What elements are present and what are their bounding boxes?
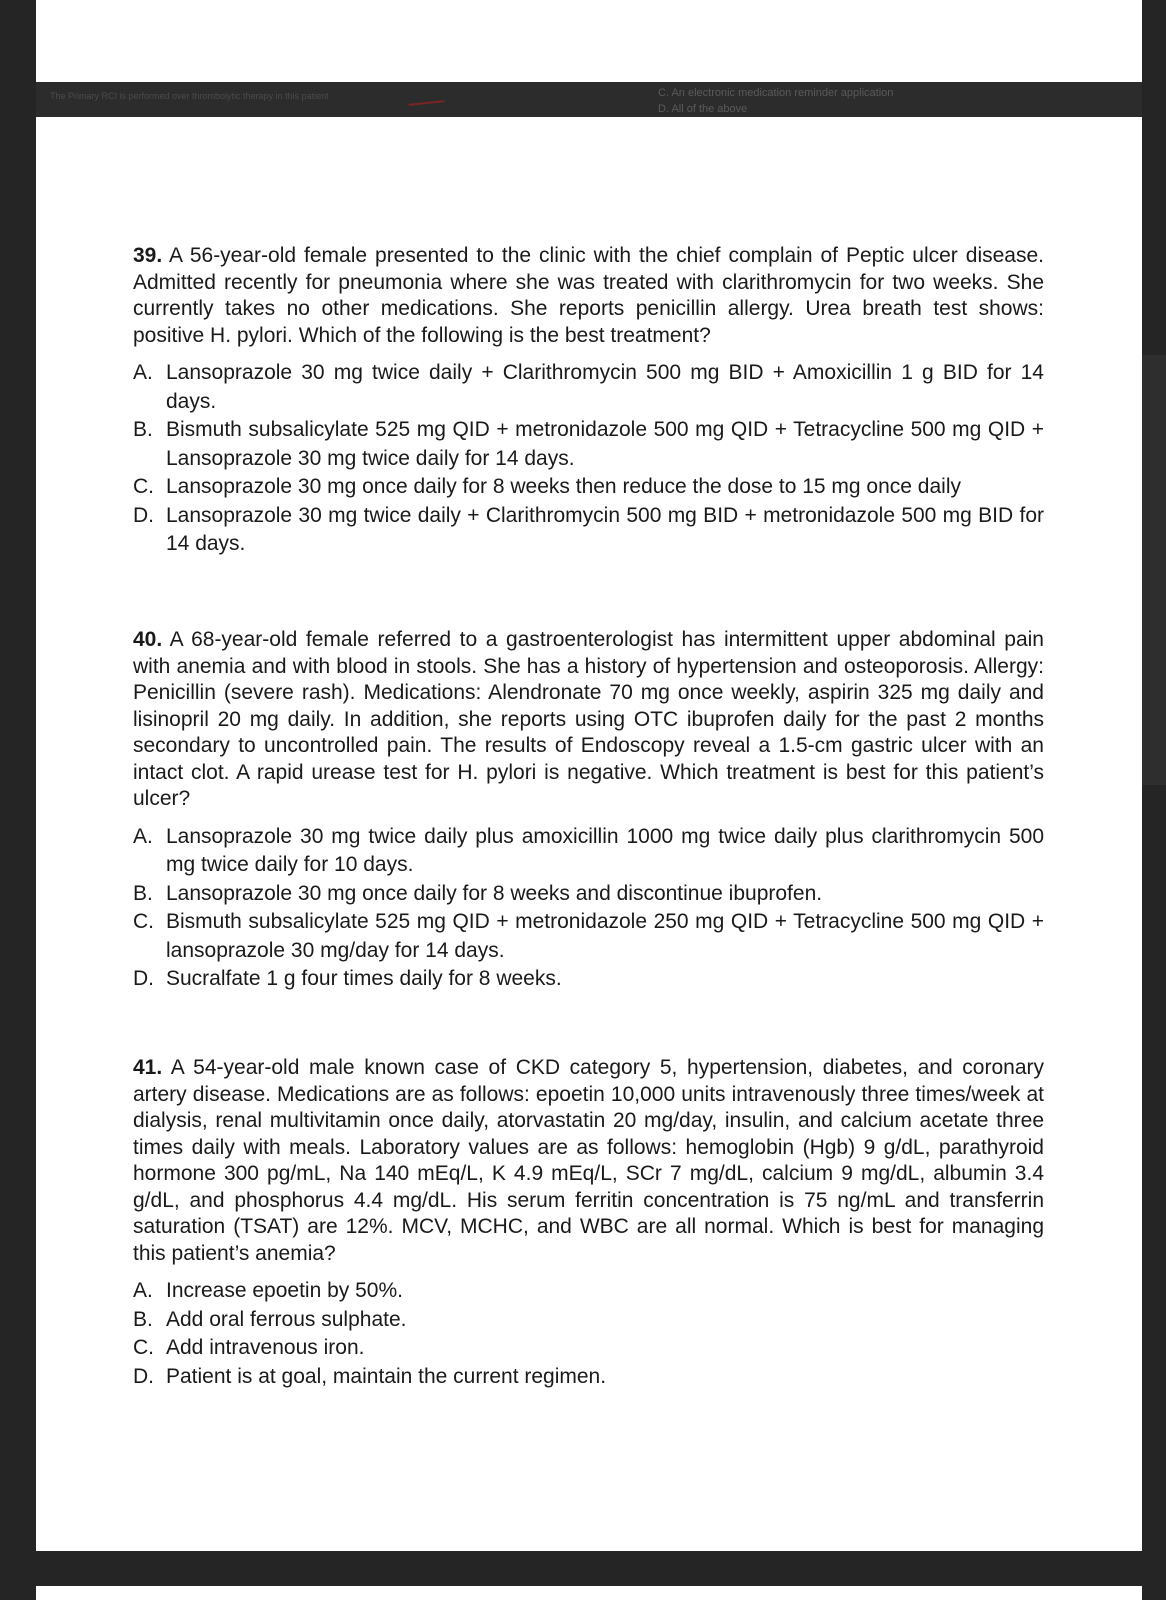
option-text: Lansoprazole 30 mg once daily for 8 weeks then reduce the dose to 15 mg once daily	[166, 475, 961, 498]
option-letter: B.	[133, 1307, 153, 1331]
option-text: Lansoprazole 30 mg once daily for 8 weeks and discontinue ibuprofen.	[166, 881, 823, 905]
answer-option-b[interactable]	[133, 416, 1044, 473]
answer-option-a[interactable]	[133, 359, 1044, 416]
question-text: A 54-year-old male known case of CKD category 5, hypertension, diabetes, and coronary artery disease. Medications are as follows: epoetin 10,000 units intravenously three times/week at dialysis, renal multivitamin once daily, atorvastatin 20 mg/day, insulin, and calcium acetate three times daily with meals. Laboratory values are as follows: hemoglobin (Hgb) 9 g/dL, parathyroid hormone 300 pg/mL, Na 140 mEq/L, K 4.9 mEq/L, SCr 7 mg/dL, calcium 9 mg/dL, albumin 3.4 g/dL, and phosphorus 4.4 mg/dL. His serum ferritin concentration is 75 ng/mL and transferrin saturation (TSAT) are 12%. MCV, MCHC, and WBC are all normal. Which is best for managing this patient’s anemia?	[133, 1056, 1044, 1265]
question-stem	[133, 627, 1044, 813]
option-text: Add intravenous iron.	[166, 1336, 365, 1359]
option-letter: D.	[133, 503, 154, 527]
question-text: A 68-year-old female referred to a gastroenterologist has intermittent upper abdominal pain with anemia and with blood in stools. She has a history of hypertension and osteoporosis. Allergy: Penicillin (severe rash). Medications: Alendronate 70 mg once weekly, aspirin 325 mg daily and lisinopril 20 mg daily. In addition, she reports using OTC ibuprofen daily for the past 2 months secondary to uncontrolled pain. The results of Endoscopy reveal a 1.5-cm gastric ulcer with an intact clot. A rapid urease test for H. pylori is negative. Which treatment is best for this patient’s ulcer?	[133, 628, 1044, 810]
option-text: Lansoprazole 30 mg twice daily + Clarithromycin 500 mg BID + Amoxicillin 1 g BID for 14 days.	[166, 361, 1044, 413]
answer-option-b[interactable]	[133, 880, 1044, 909]
question-number: 40.	[133, 628, 163, 651]
background-fragment-option-c: C. An electronic medication reminder application	[658, 87, 894, 99]
question-39	[133, 243, 1044, 559]
option-letter: B.	[133, 418, 153, 441]
document-page	[36, 117, 1142, 1551]
answer-options	[133, 1277, 1044, 1391]
option-text: Bismuth subsalicylate 525 mg QID + metronidazole 500 mg QID + Tetracycline 500 mg QID + Lansoprazole 30 mg twice daily for 14 days.	[166, 418, 1044, 470]
answer-option-d[interactable]	[133, 502, 1044, 559]
option-letter: A.	[133, 361, 153, 384]
option-letter: B.	[133, 881, 153, 905]
option-text: Lansoprazole 30 mg twice daily + Clarithromycin 500 mg BID + metronidazole 500 mg BID for 14 days.	[166, 503, 1044, 555]
answer-option-a[interactable]	[133, 823, 1044, 880]
question-41	[133, 1055, 1044, 1391]
option-letter: C.	[133, 1336, 154, 1359]
option-text: Sucralfate 1 g four times daily for 8 weeks.	[166, 967, 562, 990]
next-page-edge	[36, 1586, 1142, 1600]
answer-option-c[interactable]	[133, 908, 1044, 965]
question-40	[133, 627, 1044, 994]
question-number: 41.	[133, 1056, 163, 1079]
option-letter: A.	[133, 1279, 153, 1302]
answer-option-a[interactable]	[133, 1277, 1044, 1306]
option-letter: D.	[133, 967, 154, 990]
background-fragment-left: The Primary RCI is performed over thrombolytic therapy in this patient	[50, 91, 329, 101]
handwritten-mark	[407, 88, 444, 106]
question-text: A 56-year-old female presented to the clinic with the chief complain of Peptic ulcer disease. Admitted recently for pneumonia where she was treated with clarithromycin for two weeks. She currently takes no other medications. She reports penicillin allergy. Urea breath test shows: positive H. pylori. Which of the following is the best treatment?	[133, 244, 1044, 347]
option-letter: C.	[133, 475, 154, 498]
option-letter: D.	[133, 1364, 154, 1388]
answer-options	[133, 823, 1044, 994]
answer-options	[133, 359, 1044, 559]
option-text: Lansoprazole 30 mg twice daily plus amoxicillin 1000 mg twice daily plus clarithromycin 500 mg twice daily for 10 days.	[166, 824, 1044, 876]
option-text: Bismuth subsalicylate 525 mg QID + metronidazole 250 mg QID + Tetracycline 500 mg QID + lansoprazole 30 mg/day for 14 days.	[166, 910, 1044, 962]
option-text: Add oral ferrous sulphate.	[166, 1307, 407, 1331]
option-letter: C.	[133, 910, 154, 933]
answer-option-d[interactable]	[133, 1363, 1044, 1392]
answer-option-b[interactable]	[133, 1306, 1044, 1335]
question-stem	[133, 1055, 1044, 1267]
background-page-strip	[36, 82, 1142, 117]
previous-page-edge	[36, 0, 1142, 82]
option-text: Increase epoetin by 50%.	[166, 1279, 403, 1302]
answer-option-c[interactable]	[133, 473, 1044, 502]
option-letter: A.	[133, 824, 153, 848]
page-shadow-edge	[1142, 355, 1166, 785]
question-stem	[133, 243, 1044, 349]
question-number: 39.	[133, 244, 163, 267]
answer-option-d[interactable]	[133, 965, 1044, 994]
answer-option-c[interactable]	[133, 1334, 1044, 1363]
background-fragment-option-d: D. All of the above	[658, 103, 748, 115]
option-text: Patient is at goal, maintain the current regimen.	[166, 1364, 607, 1388]
